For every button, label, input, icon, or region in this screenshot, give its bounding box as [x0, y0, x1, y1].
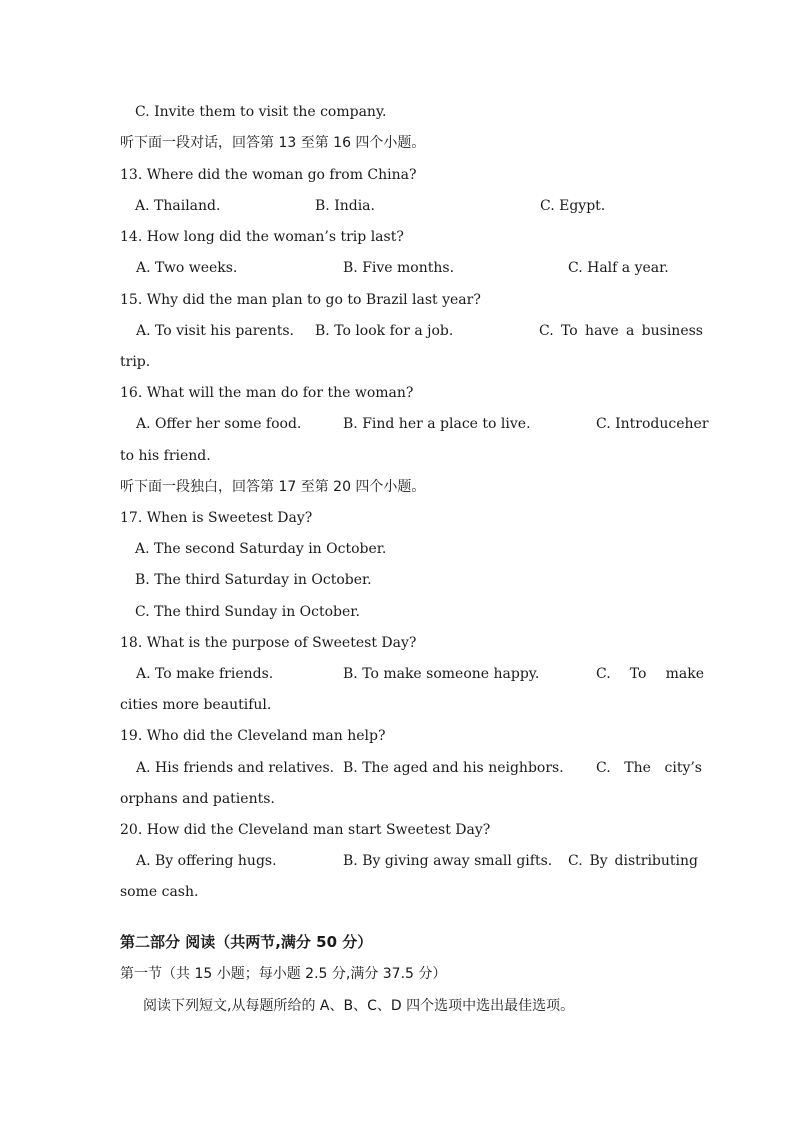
- q15c-word: a: [625, 323, 635, 339]
- q16-option-b: B. Find her a place to live.: [343, 416, 531, 432]
- question-20: 20. How did the Cleveland man start Sweetest Day?: [120, 822, 491, 838]
- q13-option-b: B. India.: [315, 198, 375, 214]
- q20-option-b: B. By giving away small gifts.: [343, 853, 553, 869]
- q19c-word: city’s: [664, 760, 702, 776]
- q18c-word: make: [665, 666, 704, 682]
- listening-intro-13-16: 听下面一段对话，回答第 13 至第 16 四个小题。: [120, 135, 426, 151]
- q12-option-c: C. Invite them to visit the company.: [135, 104, 387, 120]
- q19c-word: The: [624, 760, 651, 776]
- q20-option-c-continued: some cash.: [120, 884, 199, 900]
- q13-option-a: A. Thailand.: [135, 198, 221, 214]
- q19-option-a: A. His friends and relatives.: [136, 760, 335, 776]
- q16c-word: her: [684, 416, 709, 432]
- q20c-word: C.: [568, 853, 583, 869]
- q18c-word: C.: [596, 666, 611, 682]
- question-16: 16. What will the man do for the woman?: [120, 385, 414, 401]
- question-14: 14. How long did the woman’s trip last?: [120, 229, 404, 245]
- q18-option-b: B. To make someone happy.: [343, 666, 540, 682]
- section-one-heading: 第一节（共 15 小题；每小题 2.5 分,满分 37.5 分）: [120, 966, 447, 982]
- q19-option-b: B. The aged and his neighbors.: [343, 760, 564, 776]
- question-15: 15. Why did the man plan to go to Brazil last year?: [120, 292, 481, 308]
- q20c-word: By: [589, 853, 608, 869]
- q14-option-c: C. Half a year.: [568, 260, 669, 276]
- q16-option-c: [596, 415, 709, 433]
- q14-option-a: A. Two weeks.: [136, 260, 238, 276]
- q15c-word: To: [561, 323, 578, 339]
- q19c-word: C.: [596, 760, 611, 776]
- q16c-word: C. Introduce: [596, 416, 685, 432]
- q18-option-a: A. To make friends.: [136, 666, 274, 682]
- question-18: 18. What is the purpose of Sweetest Day?: [120, 635, 417, 651]
- question-19: 19. Who did the Cleveland man help?: [120, 728, 386, 744]
- q16-option-c-continued: to his friend.: [120, 448, 211, 464]
- q15-option-a: A. To visit his parents.: [136, 323, 294, 339]
- q15c-word: C.: [539, 323, 554, 339]
- q19-option-c: [596, 759, 702, 777]
- part-two-heading: 第二部分 阅读（共两节,满分 50 分）: [120, 933, 373, 951]
- q15c-word: business: [641, 323, 703, 339]
- q15-option-c: [539, 322, 703, 340]
- q17-option-a: A. The second Saturday in October.: [135, 541, 387, 557]
- q15-option-b: B. To look for a job.: [315, 323, 454, 339]
- q15-option-c-continued: trip.: [120, 354, 151, 370]
- q18c-word: To: [629, 666, 647, 682]
- q18-option-c-continued: cities more beautiful.: [120, 697, 272, 713]
- q20c-word: distributing: [614, 853, 698, 869]
- q17-option-c: C. The third Sunday in October.: [135, 604, 360, 620]
- q19-option-c-continued: orphans and patients.: [120, 791, 275, 807]
- q20-option-c: [568, 852, 698, 870]
- q18-option-c: [596, 665, 704, 683]
- listening-intro-17-20: 听下面一段独白，回答第 17 至第 20 四个小题。: [120, 479, 426, 495]
- q14-option-b: B. Five months.: [343, 260, 455, 276]
- q16-option-a: A. Offer her some food.: [136, 416, 302, 432]
- question-17: 17. When is Sweetest Day?: [120, 510, 313, 526]
- question-13: 13. Where did the woman go from China?: [120, 167, 417, 183]
- q13-option-c: C. Egypt.: [540, 198, 606, 214]
- reading-instructions: 阅读下列短文,从每题所给的 A、B、C、D 四个选项中选出最佳选项。: [143, 998, 575, 1014]
- q15c-word: have: [585, 323, 619, 339]
- q17-option-b: B. The third Saturday in October.: [135, 572, 372, 588]
- q20-option-a: A. By offering hugs.: [136, 853, 277, 869]
